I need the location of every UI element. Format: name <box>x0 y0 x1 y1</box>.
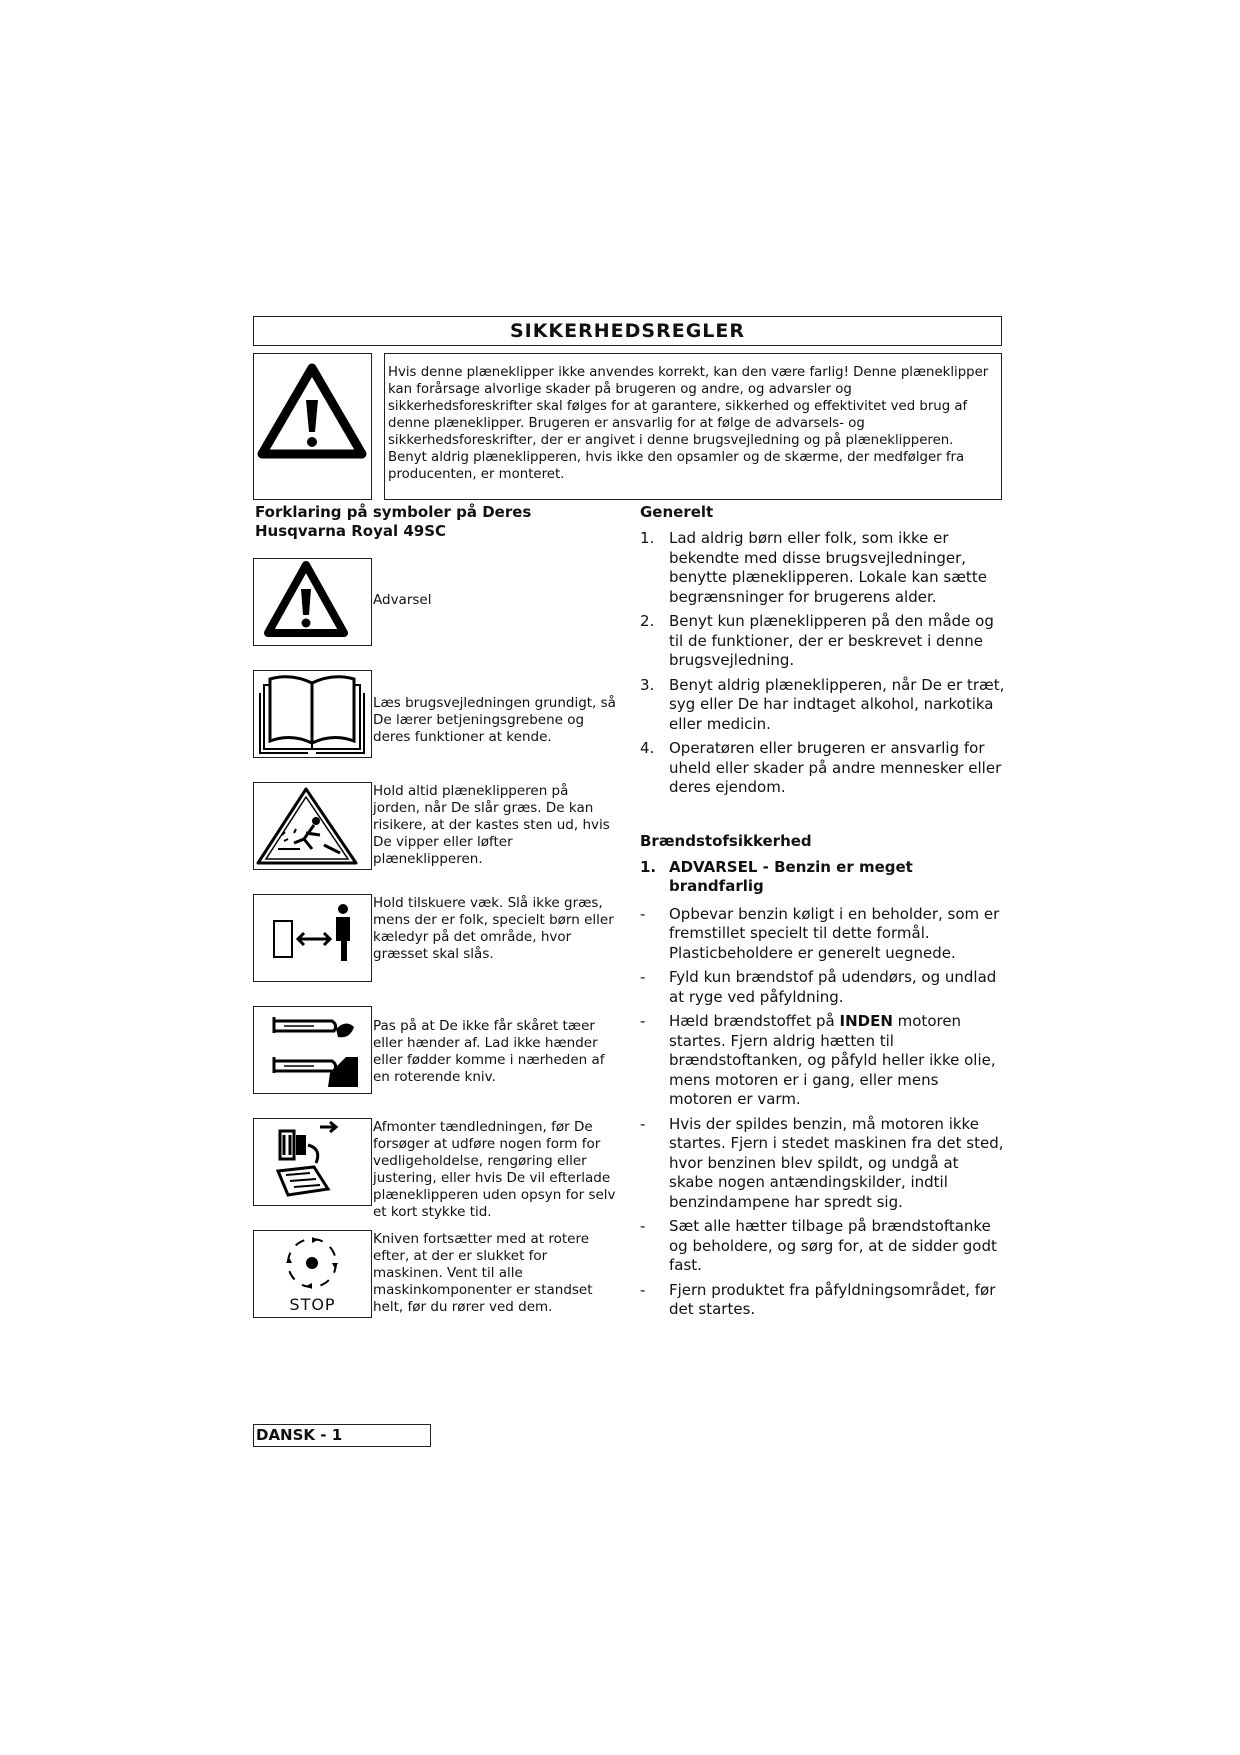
list-item <box>640 905 1005 964</box>
list-item-text: Fjern produktet fra påfyldningsområdet, før det startes. <box>669 1280 996 1318</box>
fuel-warning-text: ADVARSEL - Benzin er meget brandfarlig <box>669 857 913 895</box>
list-item <box>640 676 1005 735</box>
list-item-text: Operatøren eller brugeren er ansvarlig for uheld eller skader på andre mennesker eller deres ejendom. <box>669 739 1002 796</box>
page-footer: DANSK - 1 <box>253 1424 431 1447</box>
fuel-heading: Brændstofsikkerhed <box>640 831 812 850</box>
list-item-text: Fyld kun brændstof på udendørs, og undlad at ryge ved påfyldning. <box>669 968 997 1006</box>
fuel-list <box>640 905 1005 1320</box>
list-item-text-after: motoren startes. Fjern aldrig hætten til brændstoftanken, og påfyld heller ikke olie, mens motoren er i gang, eller mens motoren er varm. <box>669 1012 996 1108</box>
list-marker: - <box>640 1217 646 1235</box>
list-item-text: Benyt aldrig plæneklipperen, når De er træt, syg eller De har indtaget alkohol, narkotika eller medicin. <box>669 675 1005 733</box>
symbol-thrown-objects <box>253 782 372 870</box>
list-item <box>640 1281 1005 1320</box>
list-item-text-before: Hæld brændstoffet på <box>669 1012 840 1030</box>
list-item <box>640 1115 1005 1213</box>
symbol-read-manual <box>253 670 372 758</box>
warning-triangle-icon <box>254 559 371 645</box>
thrown-objects-icon <box>254 783 371 869</box>
symbol-text-rotating-blade: Kniven fortsætter med at rotere efter, at der er slukket for maskinen. Vent til alle maskinkomponenter er standset helt, før du rører ved dem. <box>373 1231 593 1315</box>
symbol-hand-foot-blade <box>253 1006 372 1094</box>
right-column <box>640 503 1005 1325</box>
symbols-heading: Forklaring på symboler på Deres Husqvarna Royal 49SC <box>255 503 532 540</box>
symbol-spark-plug <box>253 1118 372 1206</box>
list-item-text: Benyt kun plæneklipperen på den måde og til de funktioner, der er beskrevet i denne brugsvejledning. <box>669 612 994 669</box>
list-marker: 4. <box>640 739 655 757</box>
symbol-rotating-blade <box>253 1230 372 1318</box>
stop-label: STOP <box>289 1295 336 1314</box>
fuel-warning-item <box>640 858 1005 897</box>
list-marker: 2. <box>640 612 655 630</box>
list-marker: - <box>640 968 646 986</box>
list-item-text-bold: INDEN <box>839 1012 893 1030</box>
list-item <box>640 968 1005 1007</box>
symbol-text-hand-foot-blade: Pas på at De ikke får skåret tæer eller hænder af. Lad ikke hænder eller fødder komme i nærheden af en roterende kniv. <box>373 1018 605 1085</box>
list-item <box>640 739 1005 798</box>
list-marker: 1. <box>640 857 657 876</box>
symbol-text-read-manual: Læs brugsvejledningen grundigt, så De lærer betjeningsgrebene og deres funktioner at kende. <box>373 695 616 745</box>
intro-text-box <box>384 353 1002 500</box>
general-heading: Generelt <box>640 503 714 521</box>
keep-distance-icon <box>254 895 371 981</box>
list-marker: 3. <box>640 675 655 694</box>
open-book-icon <box>254 671 371 757</box>
intro-text: Hvis denne plæneklipper ikke anvendes korrekt, kan den være farlig! Denne plæneklipper kan forårsage alvorlige skader på brugeren og andre, og advarsler og sikkerhedsforeskrifter skal følges for at garantere, sikkerhed og effektivitet ved brug af denne plæneklipper. Brugeren er ansvarlig for at følge de advarsels- og sikkerhedsforeskrifter, der er angivet i denne brugsvejledning og på plæneklipperen. Benyt aldrig plæneklipperen, hvis ikke den opsamler og de skærme, der medfølger fra producenten, er monteret. <box>388 365 989 482</box>
list-marker: - <box>640 1280 646 1299</box>
list-item-text: Opbevar benzin køligt i en beholder, som er fremstillet specielt til dette formål. Plasticbeholdere er generelt uegnede. <box>669 904 1000 962</box>
spark-plug-disconnect-icon <box>254 1119 371 1205</box>
page-title: SIKKERHEDSREGLER <box>253 316 1002 346</box>
symbol-text-spark-plug: Afmonter tændledningen, før De forsøger at udføre nogen form for vedligeholdelse, rengøring eller justering, eller hvis De vil efterlade plæneklipperen uden opsyn for selv et kort stykke tid. <box>373 1119 616 1220</box>
rotating-blade-stop-icon <box>254 1231 371 1295</box>
hand-foot-blade-icon <box>254 1007 371 1093</box>
list-marker: - <box>640 904 646 923</box>
list-item <box>640 1217 1005 1276</box>
symbol-keep-distance <box>253 894 372 982</box>
list-item <box>640 1012 1005 1110</box>
list-marker: - <box>640 1114 646 1133</box>
fuel-warning <box>640 858 1005 897</box>
list-item-text: Sæt alle hætter tilbage på brændstoftanke og beholdere, og sørg for, at de sidder godt fast. <box>669 1217 997 1274</box>
list-marker: 1. <box>640 529 655 547</box>
general-list <box>640 529 1005 798</box>
list-item <box>640 612 1005 671</box>
symbol-text-thrown-objects: Hold altid plæneklipperen på jorden, når De slår græs. De kan risikere, at der kastes sten ud, hvis De vipper eller løfter plæneklipperen. <box>373 783 610 867</box>
symbol-warning <box>253 558 372 646</box>
list-item-text: Lad aldrig børn eller folk, som ikke er bekendte med disse brugsvejledninger, benytte plæneklipperen. Lokale kan sætte begrænsninger for brugerens alder. <box>669 529 987 606</box>
warning-triangle-icon <box>254 354 371 499</box>
list-item-text: Hvis der spildes benzin, må motoren ikke startes. Fjern i stedet maskinen fra det sted, hvor benzinen blev spildt, og undgå at skabe nogen antændingskilder, indtil benzindampene har spredt sig. <box>669 1114 1004 1211</box>
symbol-text-warning: Advarsel <box>373 592 432 608</box>
symbol-text-keep-distance: Hold tilskuere væk. Slå ikke græs, mens der er folk, specielt børn eller kæledyr på det område, hvor græsset skal slås. <box>373 895 614 962</box>
list-marker: - <box>640 1012 646 1030</box>
list-item <box>640 529 1005 607</box>
intro-warning-box <box>253 353 372 500</box>
